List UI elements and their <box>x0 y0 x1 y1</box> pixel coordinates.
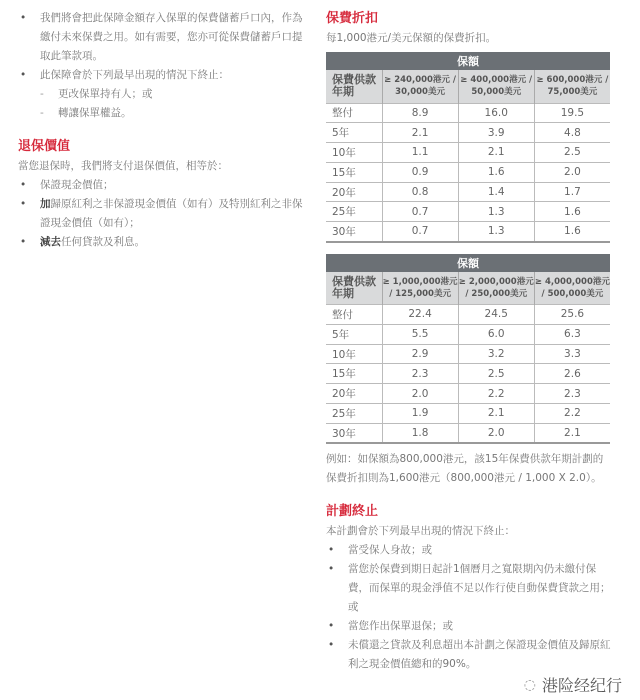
list-item: • 減去任何貸款及利息。 <box>18 233 308 252</box>
table-row <box>326 103 610 123</box>
table-row <box>326 324 610 344</box>
table-cell: 2.3 <box>382 364 458 384</box>
table-cell: 5年 <box>326 123 382 143</box>
list-item: • 當受保人身故；或 <box>326 541 612 560</box>
section-title-surrender: 退保價值 <box>18 139 71 154</box>
discount-tables <box>326 52 612 444</box>
discount-example: 例如：如保額為800,000港元，該15年保費供款年期計劃的保費折扣則為1,600港元（800,000港元 / 1,000 X 2.0）。 <box>326 453 604 485</box>
watermark <box>524 673 622 696</box>
list-item: • 當您作出保單退保；或 <box>326 617 612 636</box>
table-cell: 10年 <box>326 143 382 163</box>
table-row <box>326 384 610 404</box>
left-column <box>18 9 308 252</box>
table-cell: 15年 <box>326 364 382 384</box>
table-cell: 5年 <box>326 324 382 344</box>
column-header: 保費供款年期 <box>326 70 382 103</box>
column-header: ≥ 240,000港元 / 30,000美元 <box>382 70 458 103</box>
table-cell: 2.9 <box>382 344 458 364</box>
table-cell: 1.4 <box>458 182 534 202</box>
table-cell: 0.7 <box>382 222 458 242</box>
table-row <box>326 364 610 384</box>
list-item: • 保證現金價值； <box>18 176 308 195</box>
table-cell: 0.7 <box>382 202 458 222</box>
table-row <box>326 404 610 424</box>
table-row <box>326 202 610 222</box>
table-cell: 2.6 <box>534 364 610 384</box>
table-cell: 3.2 <box>458 344 534 364</box>
table-cell: 2.0 <box>382 384 458 404</box>
wechat-icon: ◌ <box>523 676 536 693</box>
table-cell: 0.8 <box>382 182 458 202</box>
table-cell: 1.6 <box>458 162 534 182</box>
table-cell: 整付 <box>326 103 382 123</box>
table-cell: 10年 <box>326 344 382 364</box>
table-cell: 30年 <box>326 423 382 443</box>
table-cell: 1.1 <box>382 143 458 163</box>
table-cell: 2.5 <box>458 364 534 384</box>
table-cell: 0.9 <box>382 162 458 182</box>
table-cell: 2.2 <box>534 404 610 424</box>
column-header: ≥ 400,000港元 / 50,000美元 <box>458 70 534 103</box>
list-item: • 我們將會把此保障金額存入保單的保費儲蓄戶口內，作為繳付未來保費之用。如有需要，您亦可從保費儲蓄戶口提取此筆款項。 <box>18 9 308 66</box>
table-cell: 6.0 <box>458 324 534 344</box>
table-cell: 24.5 <box>458 305 534 325</box>
table-cell: 2.5 <box>534 143 610 163</box>
list-item: • 此保障會於下列最早出現的情況下終止： <box>18 66 308 85</box>
table-cell: 1.7 <box>534 182 610 202</box>
table-cell: 6.3 <box>534 324 610 344</box>
table-row <box>326 423 610 443</box>
column-header: ≥ 2,000,000港元 / 250,000美元 <box>458 272 534 305</box>
table-cell: 20年 <box>326 384 382 404</box>
table-cell: 2.1 <box>534 423 610 443</box>
table-cell: 8.9 <box>382 103 458 123</box>
table-cell: 30年 <box>326 222 382 242</box>
column-header: ≥ 1,000,000港元 / 125,000美元 <box>382 272 458 305</box>
table-cell: 4.8 <box>534 123 610 143</box>
column-header: 保費供款年期 <box>326 272 382 305</box>
column-header: ≥ 600,000港元 / 75,000美元 <box>534 70 610 103</box>
table-group-header: 保額 <box>326 254 610 272</box>
table-cell: 1.6 <box>534 222 610 242</box>
section-title-discount: 保費折扣 <box>326 11 379 26</box>
table-row <box>326 143 610 163</box>
table-row <box>326 123 610 143</box>
table-cell: 22.4 <box>382 305 458 325</box>
table-cell: 2.1 <box>458 404 534 424</box>
table-cell: 2.0 <box>534 162 610 182</box>
table-cell: 2.1 <box>382 123 458 143</box>
table-cell: 15年 <box>326 162 382 182</box>
table-cell: 1.3 <box>458 202 534 222</box>
list-item: • 當您於保費到期日起計1個曆月之寬限期內仍未繳付保費，而保單的現金淨值不足以作行使自動保費貸款之用；或 <box>326 560 612 617</box>
table-row <box>326 344 610 364</box>
right-column <box>326 9 612 674</box>
section-title-termination: 計劃終止 <box>326 504 379 520</box>
table-row <box>326 162 610 182</box>
discount-table <box>326 254 610 445</box>
discount-table <box>326 52 610 243</box>
list-item: - 更改保單持有人；或 <box>18 85 308 104</box>
table-cell: 19.5 <box>534 103 610 123</box>
table-cell: 2.3 <box>534 384 610 404</box>
list-item: • 未償還之貸款及利息超出本計劃之保證現金價值及歸原紅利之現金價值總和的90%。 <box>326 636 612 674</box>
table-cell: 1.3 <box>458 222 534 242</box>
table-cell: 20年 <box>326 182 382 202</box>
table-cell: 16.0 <box>458 103 534 123</box>
table-cell: 25年 <box>326 202 382 222</box>
table-cell: 3.3 <box>534 344 610 364</box>
table-row <box>326 222 610 242</box>
table-cell: 1.8 <box>382 423 458 443</box>
table-cell: 3.9 <box>458 123 534 143</box>
table-cell: 整付 <box>326 305 382 325</box>
table-cell: 5.5 <box>382 324 458 344</box>
table-row <box>326 305 610 325</box>
watermark-text: 港险经纪行 <box>541 676 622 695</box>
table-cell: 2.2 <box>458 384 534 404</box>
table-group-header: 保額 <box>326 52 610 70</box>
table-cell: 2.1 <box>458 143 534 163</box>
list-item: - 轉讓保單權益。 <box>18 104 308 123</box>
table-cell: 1.9 <box>382 404 458 424</box>
discount-subtitle: 每1,000港元/美元保額的保費折扣。 <box>326 32 497 44</box>
termination-intro: 本計劃會於下列最早出現的情況下終止： <box>326 525 515 538</box>
list-item: • 加歸原紅利之非保證現金價值（如有）及特別紅利之非保證現金價值（如有）； <box>18 195 308 233</box>
table-cell: 2.0 <box>458 423 534 443</box>
column-header: ≥ 4,000,000港元 / 500,000美元 <box>534 272 610 305</box>
table-cell: 1.6 <box>534 202 610 222</box>
table-row <box>326 182 610 202</box>
table-cell: 25年 <box>326 404 382 424</box>
surrender-intro: 當您退保時，我們將支付退保價值，相等於： <box>18 160 228 172</box>
table-cell: 25.6 <box>534 305 610 325</box>
